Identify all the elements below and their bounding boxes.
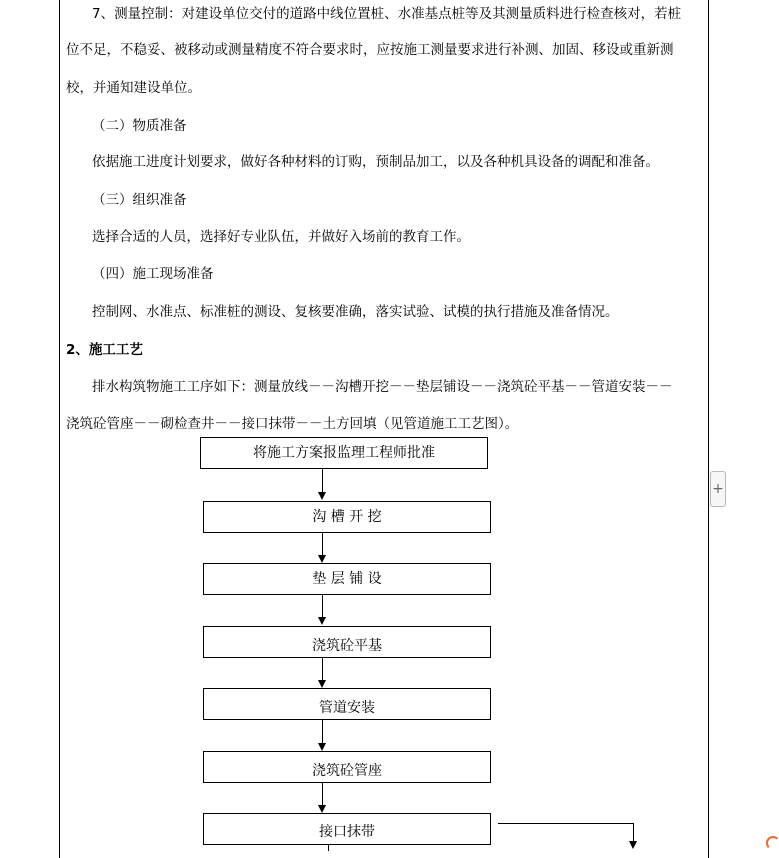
paragraph-measurement-2: 位不足，不稳妥、被移动或测量精度不符合要求时，应按施工测量要求进行补测、加固、移设或重新测 <box>66 42 674 58</box>
flow-arrow-head <box>318 555 326 563</box>
flow-step-concrete-pipe-seat: 浇筑砼管座 <box>203 751 491 783</box>
heading-organization-prep: （三）组织准备 <box>92 192 187 208</box>
section-heading-construction-process: 2、施工工艺 <box>66 342 143 358</box>
flow-step-joint-plastering: 接口抹带 <box>203 813 491 845</box>
flow-branch-arrow-line <box>633 823 634 841</box>
flow-arrow-line <box>322 658 323 680</box>
flow-arrow-head <box>318 743 326 751</box>
flow-arrow-line <box>328 845 329 851</box>
heading-site-prep: （四）施工现场准备 <box>92 266 214 282</box>
flow-arrow-line <box>322 533 323 555</box>
paragraph-measurement-1: 7、测量控制：对建设单位交付的道路中线位置桩、水准基点桩等及其测量质料进行检查核对，若桩 <box>92 6 682 22</box>
corner-logo-icon <box>766 836 779 850</box>
paragraph-process-intro-1: 排水构筑物施工工序如下：测量放线－－沟槽开挖－－垫层铺设－－浇筑砼平基－－管道安装－－ <box>92 379 673 395</box>
expand-button[interactable]: + <box>710 471 726 507</box>
flow-arrow-head <box>318 805 326 813</box>
flow-step-concrete-base: 浇筑砼平基 <box>203 626 491 658</box>
paragraph-site-prep: 控制网、水准点、标准桩的测设、复核要准确，落实试验、试模的执行措施及准备情况。 <box>92 304 619 320</box>
flow-arrow-head <box>318 680 326 688</box>
flow-arrow-head <box>318 492 326 500</box>
paragraph-organization-prep: 选择合适的人员，选择好专业队伍，并做好入场前的教育工作。 <box>92 229 470 245</box>
flow-arrow-line <box>322 469 323 492</box>
flow-step-trench-excavation: 沟 槽 开 挖 <box>203 501 491 533</box>
paragraph-process-intro-2: 浇筑砼管座－－砌检查井－－接口抹带－－土方回填（见管道施工工艺图）。 <box>66 416 519 432</box>
flow-branch-line <box>498 823 633 824</box>
flow-step-pipe-installation: 管道安装 <box>203 688 491 720</box>
paragraph-measurement-3: 校，并通知建设单位。 <box>66 80 201 96</box>
heading-material-prep: （二）物质准备 <box>92 118 187 134</box>
flow-arrow-line <box>322 783 323 805</box>
flow-arrow-head <box>318 617 326 625</box>
flow-arrow-line <box>322 720 323 743</box>
paragraph-material-prep: 依据施工进度计划要求，做好各种材料的订购，预制品加工，以及各种机具设备的调配和准备。 <box>92 154 659 170</box>
flow-arrow-line <box>322 595 323 617</box>
flow-step-cushion-laying: 垫 层 铺 设 <box>203 563 491 595</box>
flow-branch-arrow-head <box>629 841 637 849</box>
flow-step-approval: 将施工方案报监理工程师批准 <box>200 437 488 469</box>
